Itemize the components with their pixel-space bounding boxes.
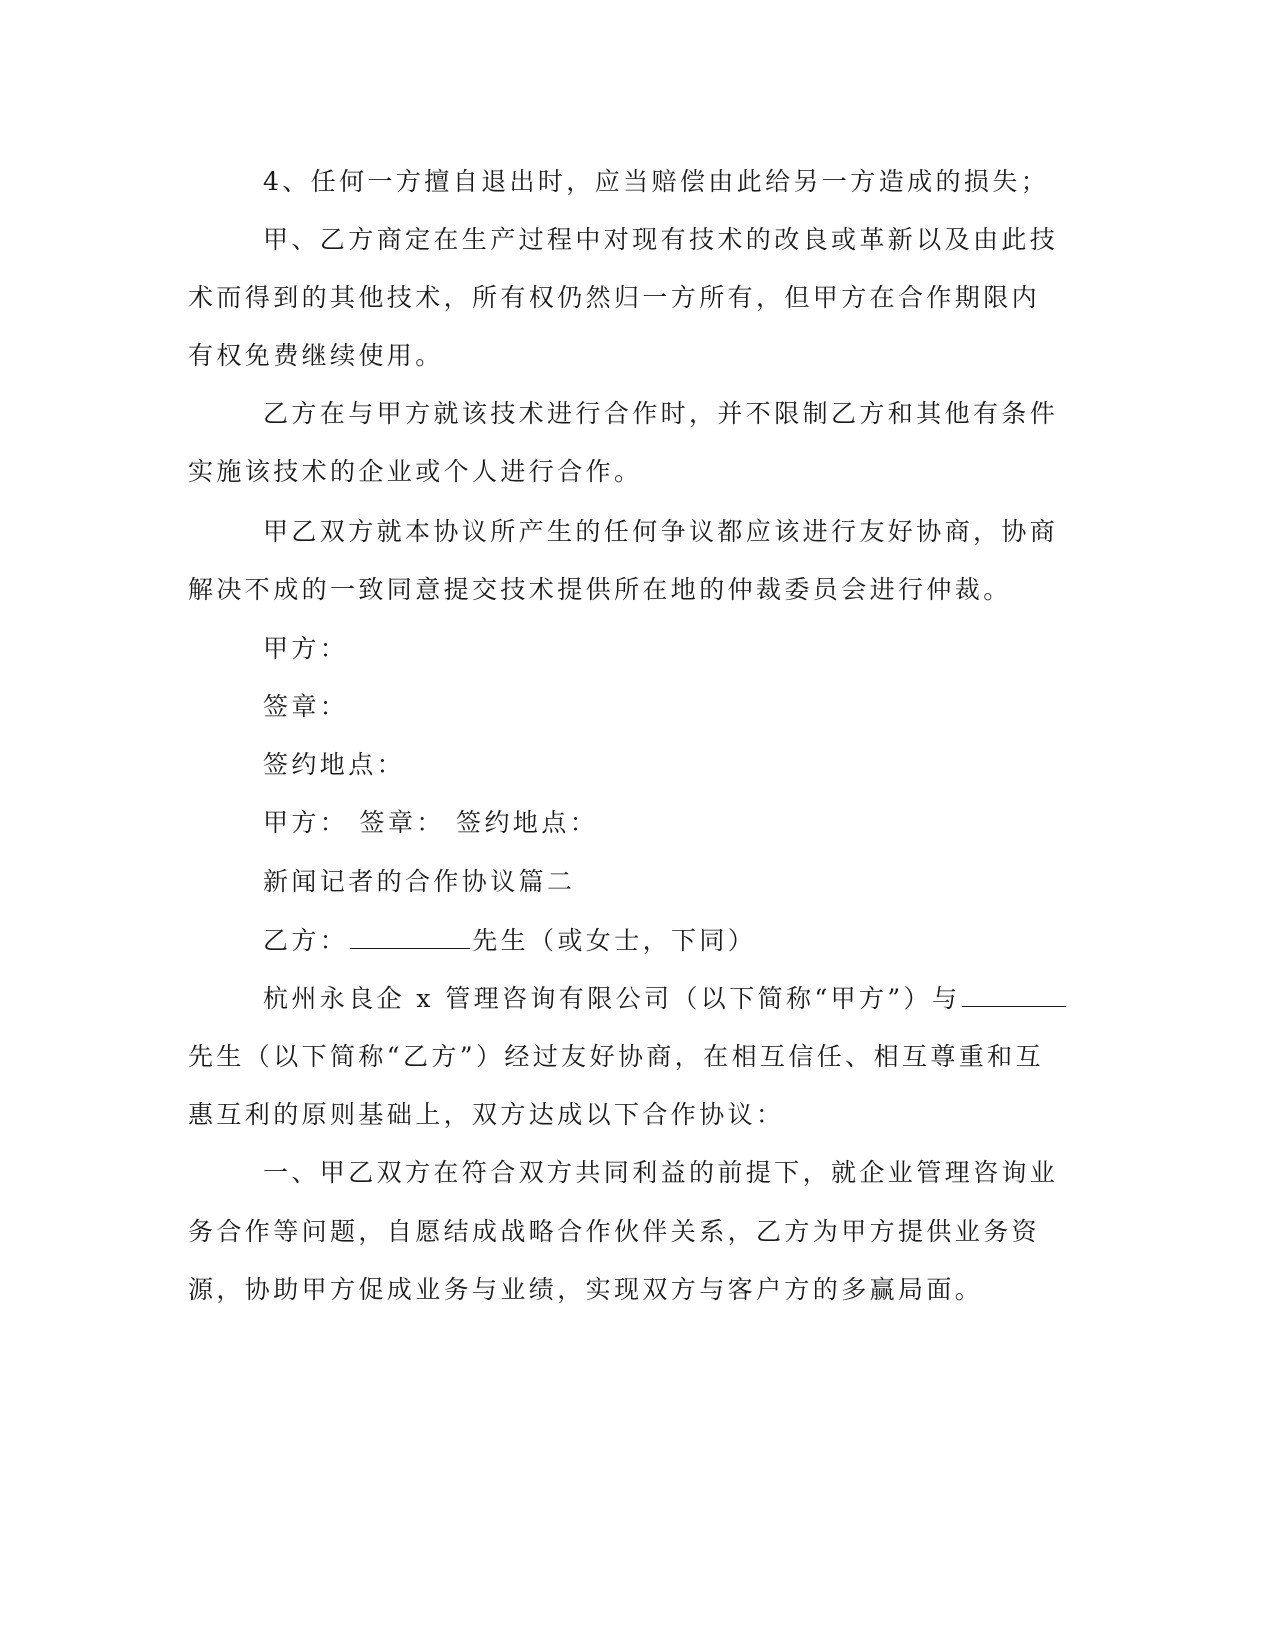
paragraph-line: 务合作等问题，自愿结成战略合作伙伴关系，乙方为甲方提供业务资 — [188, 1217, 1041, 1246]
paragraph-line: 源，协助甲方促成业务与业绩，实现双方与客户方的多赢局面。 — [188, 1275, 984, 1304]
signature-label: 签章： — [263, 692, 349, 721]
paragraph-line: 实施该技术的企业或个人进行合作。 — [188, 457, 643, 486]
paragraph-line: 甲乙双方就本协议所产生的任何争议都应该进行友好协商，协商 — [263, 517, 1059, 546]
company-text: 杭州永良企 x 管理咨询有限公司（以下简称“甲方”）与 — [263, 984, 961, 1013]
fill-in-blank — [962, 984, 1066, 1007]
paragraph-line: 甲、乙方商定在生产过程中对现有技术的改良或革新以及由此技 — [263, 225, 1059, 254]
party-a-label: 甲方： — [263, 634, 349, 663]
fill-in-blank — [350, 926, 470, 949]
paragraph-line: 术而得到的其他技术，所有权仍然归一方所有，但甲方在合作期限内 — [188, 283, 1041, 312]
paragraph-line: 乙方在与甲方就该技术进行合作时，并不限制乙方和其他有条件 — [263, 399, 1059, 428]
company-line — [263, 984, 1163, 1014]
paragraph-line: 解决不成的一致同意提交技术提供所在地的仲裁委员会进行仲裁。 — [188, 575, 1012, 604]
party-b-line — [263, 926, 1163, 956]
paragraph-line: 有权免费继续使用。 — [188, 341, 444, 370]
signing-place-label: 签约地点： — [263, 750, 406, 779]
paragraph-line: 惠互利的原则基础上，双方达成以下合作协议： — [188, 1100, 785, 1129]
signature-block-line: 甲方： 签章： 签约地点： — [263, 808, 599, 837]
section-title: 新闻记者的合作协议篇二 — [263, 867, 576, 896]
paragraph-line: 先生（以下简称“乙方”）经过友好协商，在相互信任、相互尊重和互 — [188, 1042, 1044, 1071]
clause-1-text: 一、甲乙双方在符合双方共同利益的前提下，就企业管理咨询业 — [263, 1158, 1059, 1187]
party-b-label: 乙方： — [263, 926, 349, 955]
party-b-suffix: 先生（或女士，下同） — [472, 926, 757, 955]
clause-4-text: 4、任何一方擅自退出时，应当赔偿由此给另一方造成的损失； — [263, 167, 1050, 196]
